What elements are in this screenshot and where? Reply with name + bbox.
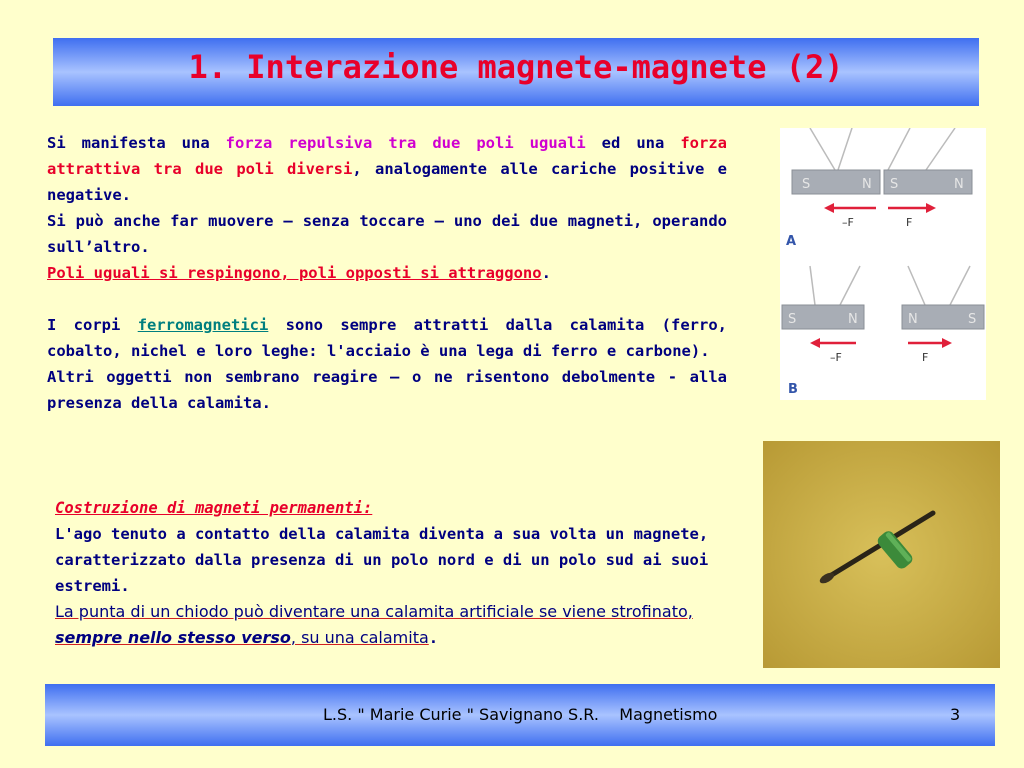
pole-n-a1: N [862,177,872,192]
title-bar [53,38,979,106]
pole-n-b2: N [908,312,918,327]
text-body: L'ago tenuto a contatto della calamita diventa a sua volta un magnete, caratterizzato dalla presenza di un polo nord e di un polo sud ai suoi estremi. [55,525,709,595]
pole-s-a2: S [890,177,899,192]
text-s4a: I corpi [47,316,138,334]
ferromagnetici-link[interactable]: ferromagnetici [137,316,269,334]
pole-s-a1: S [802,177,811,192]
text-rule-end: . [541,264,551,282]
text-s2: Si può anche far muovere – senza toccare – uno dei due magneti, operando sull’altro. [47,212,727,256]
force-label-b2: F [922,351,929,364]
label-b: B [788,382,798,397]
label-a: A [786,234,797,249]
slide-title: 1. Interazione magnete-magnete (2) [188,48,844,86]
second-paragraph [55,495,725,651]
magnets-diagram [780,128,986,400]
pole-n-b1: N [848,312,858,327]
text-u3: , su una calamita [290,628,429,647]
pole-s-b1: S [788,312,797,327]
force-label-a1: –F [842,216,854,229]
text-u1: La punta di un chiodo può diventare una calamita artificiale se viene strofinato, [55,602,693,621]
text-rule: Poli uguali si respingono, poli opposti si attraggono [47,264,542,282]
text-s5: Altri oggetti non sembrano reagire – o ne risentono debolmente - alla presenza della calamita. [47,368,727,412]
page-number: 3 [950,705,961,724]
footer-bar [45,684,995,746]
text-u4: . [428,629,439,647]
text-attractive: forza attrattiva tra due poli diversi [47,134,728,178]
pole-n-a2: N [954,177,964,192]
nail-magnet-photo [763,441,1000,668]
text-s1a: Si manifesta una [47,134,226,152]
main-paragraph [47,130,727,416]
text-u2: sempre nello stesso verso [55,628,291,647]
text-s1e: , analogamente alle cariche positive e negative. [47,160,727,204]
force-label-b1: –F [830,351,842,364]
footer-text: L.S. " Marie Curie " Savignano S.R. Magnetismo [323,705,718,724]
pole-s-b2: S [968,312,977,327]
section-heading: Costruzione di magneti permanenti: [55,499,373,517]
text-repulsive: forza repulsiva tra due poli uguali [225,134,586,152]
text-s4c: sono sempre attratti dalla calamita (ferro, cobalto, nichel e loro leghe: l'acciaio è una lega di ferro e carbone). [47,316,728,360]
force-label-a2: F [906,216,913,229]
text-s1c: ed una [585,134,681,152]
